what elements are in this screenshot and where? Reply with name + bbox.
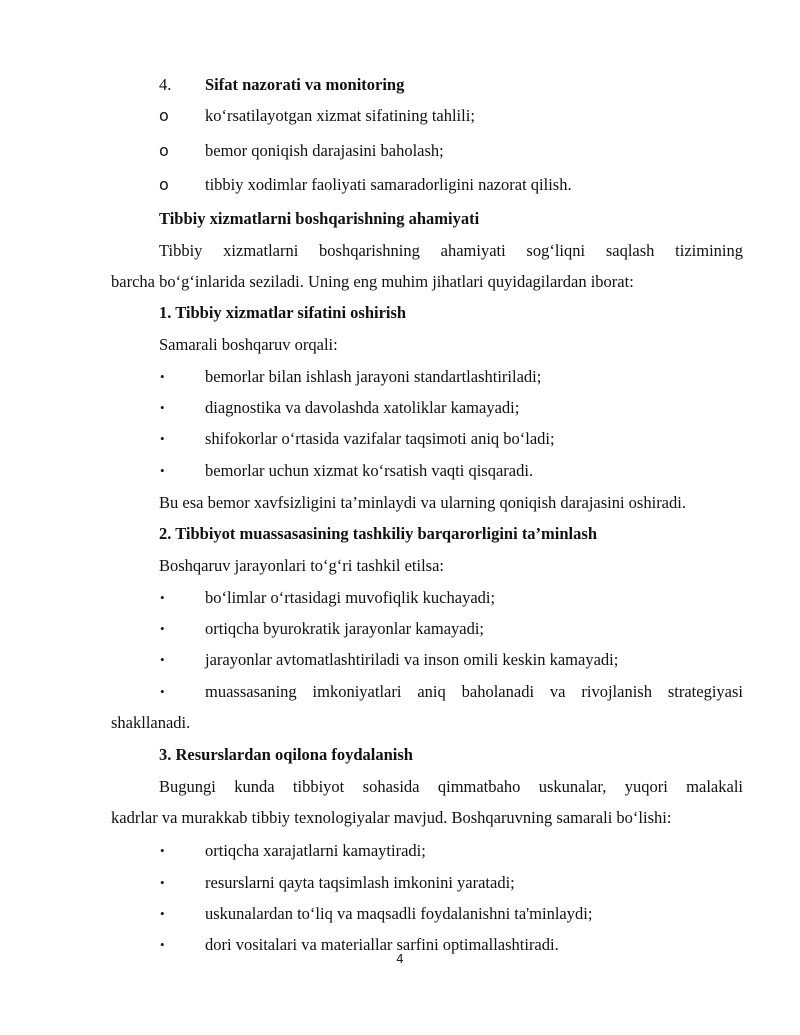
part-2-heading-line: [0, 519, 800, 549]
paragraph-line: [0, 488, 800, 518]
list-item: [0, 136, 800, 166]
list-item: [0, 101, 800, 131]
bullet-marker: •: [160, 652, 165, 667]
paragraph-line: [0, 772, 800, 802]
bullet-marker: •: [160, 369, 165, 384]
section-heading: 3. Resurslardan oqilona foydalanish: [159, 745, 413, 764]
part-3-heading-line: [0, 740, 800, 770]
bullet-marker: o: [159, 175, 169, 194]
bullet-marker: •: [160, 843, 165, 858]
paragraph-line: [0, 551, 800, 581]
paragraph-line: [0, 267, 800, 297]
paragraph-text: Boshqaruv jarayonlari to‘g‘ri tashkil etilsa:: [159, 556, 445, 575]
bullet-marker: •: [160, 400, 165, 415]
section-4-heading: [0, 70, 800, 100]
list-item: [0, 677, 800, 707]
section-heading: 2. Tibbiyot muassasasining tashkiliy barqarorligini ta’minlash: [159, 524, 597, 543]
list-item: [0, 393, 800, 423]
list-item: [0, 836, 800, 866]
paragraph-text: barcha bo‘g‘inlarida seziladi. Uning eng muhim jihatlari quyidagilardan iborat:: [111, 272, 634, 291]
paragraph-text: Bugungi kunda tibbiyot sohasida qimmatbaho uskunalar, yuqori malakali: [159, 777, 743, 796]
paragraph-line: [0, 236, 800, 266]
list-item: [0, 899, 800, 929]
bullet-marker: •: [160, 937, 165, 952]
importance-heading-line: [0, 204, 800, 234]
list-item-text: bo‘limlar o‘rtasidagi muvofiqlik kuchayadi;: [205, 588, 496, 607]
bullet-marker: •: [160, 621, 165, 636]
paragraph-line: [0, 330, 800, 360]
section-number: 4.: [159, 75, 172, 94]
list-item-text: bemorlar uchun xizmat ko‘rsatish vaqti qisqaradi.: [205, 461, 534, 480]
paragraph-text: kadrlar va murakkab tibbiy texnologiyalar mavjud. Boshqaruvning samarali bo‘lishi:: [111, 808, 672, 827]
bullet-marker: •: [160, 463, 165, 478]
bullet-marker: •: [160, 875, 165, 890]
list-item-text: shakllanadi.: [111, 713, 191, 732]
list-item-text: dori vositalari va materiallar sarfini optimallashtiradi.: [205, 935, 559, 954]
section-heading: 1. Tibbiy xizmatlar sifatini oshirish: [159, 303, 407, 322]
list-item: [0, 614, 800, 644]
list-item: [0, 424, 800, 454]
section-title: Sifat nazorati va monitoring: [205, 75, 405, 94]
list-item-text: tibbiy xodimlar faoliyati samaradorligini nazorat qilish.: [205, 175, 572, 194]
list-item: [0, 868, 800, 898]
list-item-text: uskunalardan to‘liq va maqsadli foydalanishni ta'minlaydi;: [205, 904, 593, 923]
bullet-marker: •: [160, 590, 165, 605]
list-item: [0, 170, 800, 200]
list-item: [0, 456, 800, 486]
bullet-marker: •: [160, 906, 165, 921]
list-item-text: jarayonlar avtomatlashtiriladi va inson omili keskin kamayadi;: [205, 650, 619, 669]
list-item-continuation: [0, 708, 800, 738]
list-item: [0, 362, 800, 392]
list-item-text: bemor qoniqish darajasini baholash;: [205, 141, 444, 160]
list-item-text: muassasaning imkoniyatlari aniq baholanadi va rivojlanish strategiyasi: [205, 682, 743, 701]
paragraph-text: Samarali boshqaruv orqali:: [159, 335, 338, 354]
bullet-marker: •: [160, 684, 165, 699]
bullet-marker: o: [159, 141, 169, 160]
list-item-text: shifokorlar o‘rtasida vazifalar taqsimoti aniq bo‘ladi;: [205, 429, 555, 448]
bullet-marker: o: [159, 106, 169, 125]
paragraph-text: Bu esa bemor xavfsizligini ta’minlaydi va ularning qoniqish darajasini oshiradi.: [159, 493, 686, 512]
paragraph-line: [0, 803, 800, 833]
bullet-marker: •: [160, 431, 165, 446]
list-item-text: bemorlar bilan ishlash jarayoni standartlashtiriladi;: [205, 367, 542, 386]
list-item-text: resurslarni qayta taqsimlash imkonini yaratadi;: [205, 873, 515, 892]
list-item-text: diagnostika va davolashda xatoliklar kamayadi;: [205, 398, 520, 417]
paragraph-text: Tibbiy xizmatlarni boshqarishning ahamiyati sog‘liqni saqlash tizimining: [159, 241, 743, 260]
part-1-heading-line: [0, 298, 800, 328]
list-item-text: ko‘rsatilayotgan xizmat sifatining tahlili;: [205, 106, 475, 125]
section-heading: Tibbiy xizmatlarni boshqarishning ahamiyati: [159, 209, 480, 228]
list-item-text: ortiqcha byurokratik jarayonlar kamayadi;: [205, 619, 485, 638]
list-item: [0, 583, 800, 613]
list-item: [0, 645, 800, 675]
page-number: 4: [396, 952, 404, 966]
list-item-text: ortiqcha xarajatlarni kamaytiradi;: [205, 841, 426, 860]
